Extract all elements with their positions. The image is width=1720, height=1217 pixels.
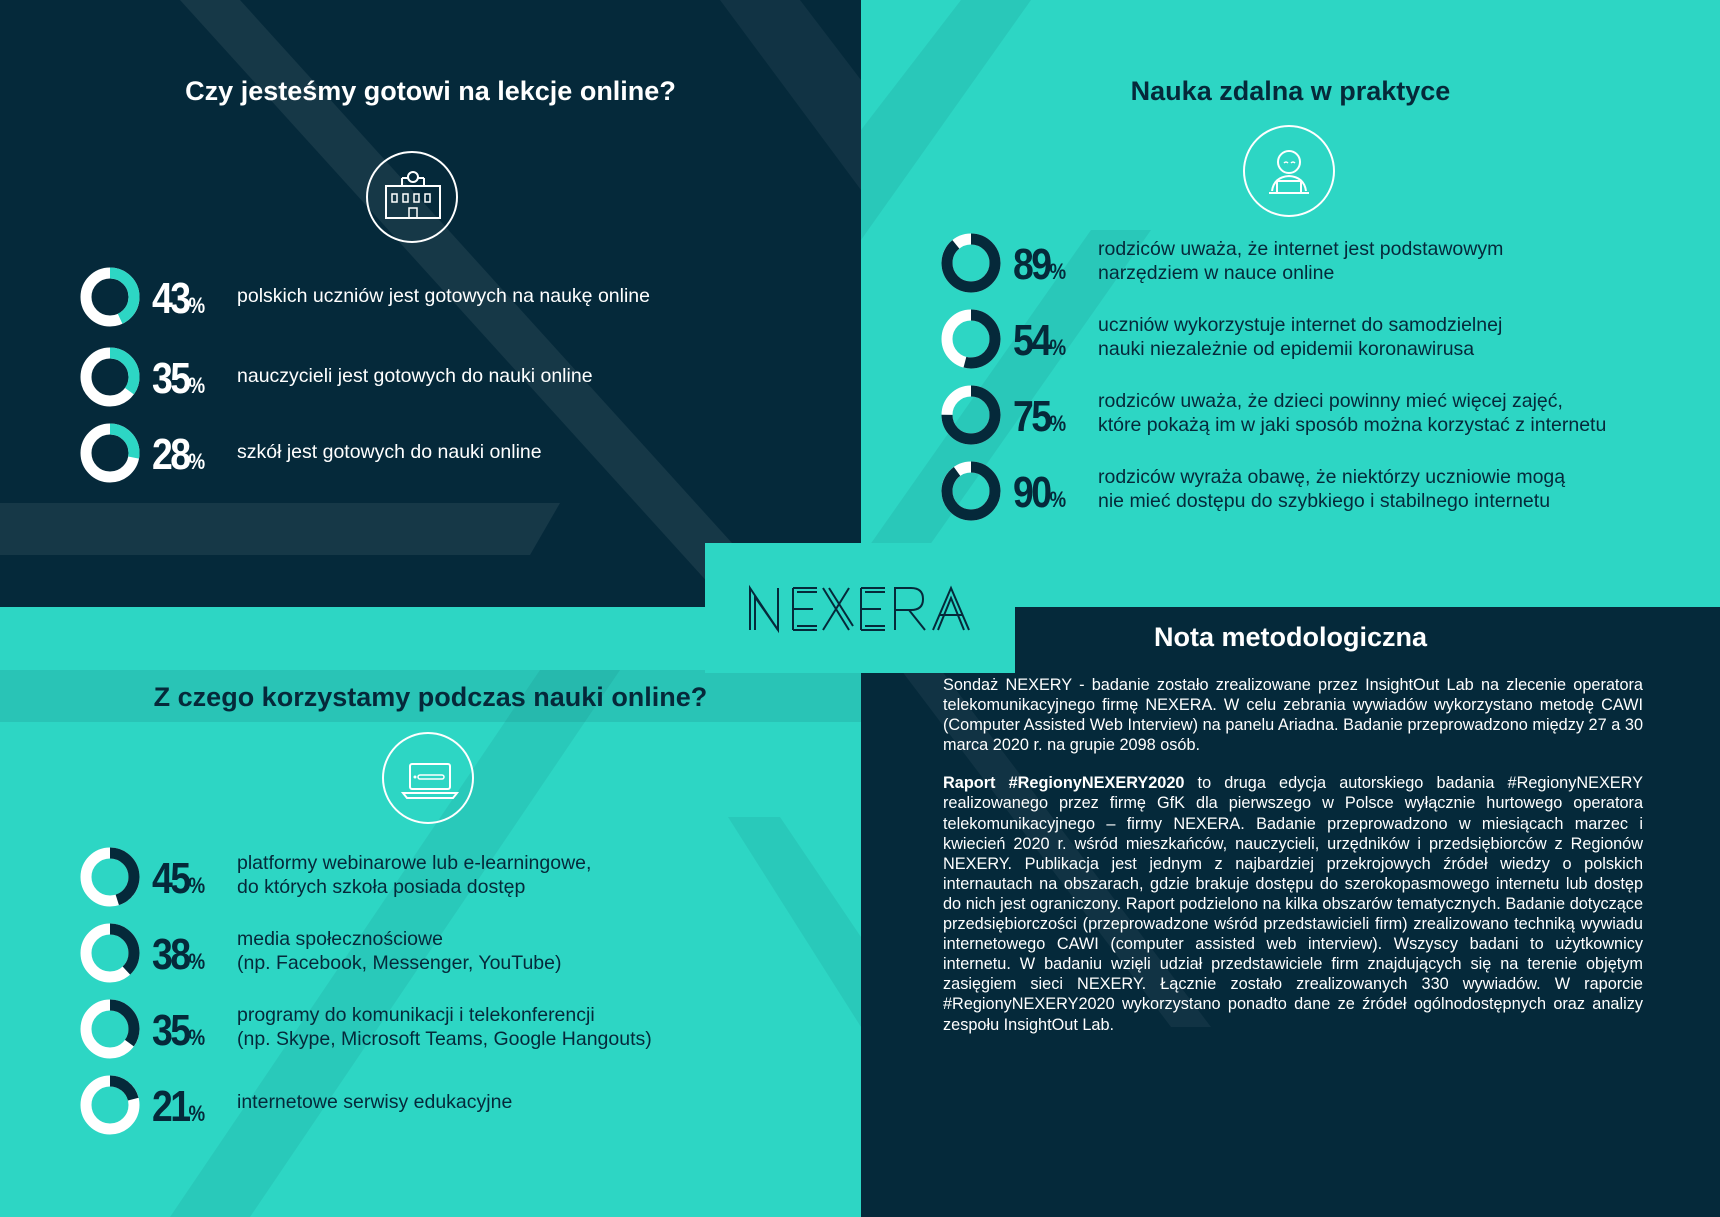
donut-chart — [80, 1075, 140, 1135]
stat-label: internetowe serwisy edukacyjne — [237, 1091, 513, 1113]
donut-value-arc — [947, 467, 995, 515]
donut-chart — [941, 461, 1001, 521]
stat-value: 35% — [152, 1006, 206, 1055]
donut-chart — [80, 999, 140, 1059]
stat-value: 35% — [152, 354, 206, 403]
stat-label: rodziców uważa, że dzieci powinny mieć więcej zajęć, które pokażą im w jaki sposób można korzystać z internetu — [1098, 390, 1607, 436]
section-title: Z czego korzystamy podczas nauki online? — [153, 682, 708, 712]
donut-chart — [941, 385, 1001, 445]
section-title: Nauka zdalna w praktyce — [1130, 76, 1451, 106]
donut-chart — [80, 423, 140, 483]
stat-row — [80, 1075, 860, 1139]
section-title: Czy jesteśmy gotowi na lekcje online? — [185, 76, 676, 106]
stat-row — [941, 385, 1720, 449]
stat-row — [80, 423, 780, 487]
stat-value: 45% — [152, 854, 206, 903]
stat-value: 75% — [1013, 392, 1067, 441]
donut-chart — [80, 923, 140, 983]
methodology-text — [943, 675, 1643, 1053]
section-title: Nota metodologiczna — [1153, 622, 1427, 652]
panel-readiness — [0, 0, 861, 607]
donut-chart — [80, 347, 140, 407]
stat-row — [80, 347, 780, 411]
stat-value: 21% — [152, 1082, 206, 1131]
donut-value-arc — [947, 239, 995, 287]
stat-label: rodziców wyraża obawę, że niektórzy uczniowie mogą nie mieć dostępu do szybkiego i stabilnego internetu — [1098, 466, 1566, 512]
donut-chart — [941, 233, 1001, 293]
school-building-icon — [366, 151, 458, 243]
stat-row — [941, 233, 1720, 297]
stat-label: szkół jest gotowych do nauki online — [237, 441, 542, 463]
laptop-icon — [382, 732, 474, 824]
logo-panel — [705, 543, 1015, 673]
report-name: Raport #RegionyNEXERY2020 — [943, 774, 1185, 793]
stat-label: uczniów wykorzystuje internet do samodzielnej nauki niezależnie od epidemii koronawirusa — [1098, 314, 1503, 360]
stat-label: nauczycieli jest gotowych do nauki online — [237, 365, 593, 387]
stat-value: 43% — [152, 274, 206, 323]
stat-row — [941, 309, 1720, 373]
stat-row — [80, 999, 860, 1063]
panel-tools — [0, 607, 861, 1217]
methodology-paragraph: Raport #RegionyNEXERY2020 to druga edycja autorskiego badania #RegionyNEXERY realizowanego przez firmę GfK dla pierwszego w Polsce wyłącznie hurtowego operatora telekomunikacyjnego – firmy NEXERA. Badanie przeprowadzono w miesiącach marzec i kwiecień 2020 r. wśród mieszkańców, nauczycieli, urzędników i przedsiębiorców z Regionów NEXERY. Publikacja jest jednym z najbardziej przekrojowych źródeł wiedzy o polskich internautach na obszarach, gdzie brakuje dostępu do szerokopasmowego internetu lub dostęp do nich jest ograniczony. Raport podzielono na kilka obszarów tematycznych. Badanie dotyczące przedsiębiorczości (przeprowadzone wśród przedstawicieli firm) zrealizowano techniką wywiadu internetowego CAWI (computer assisted web interview). Wszyscy badani to użytkownicy internetu. W badaniu wzięli udział przedstawiciele firm znajdujących się na terenie objętym zasięgiem sieci NEXERY. Łącznie zostało zrealizowanych 330 wywiadów. W raporcie #RegionyNEXERY2020 wykorzystano ponadto dane ze źródeł ogólnodostępnych oraz analizy zespołu InsightOut Lab. — [943, 774, 1643, 1034]
stat-row — [941, 461, 1720, 525]
donut-chart — [80, 267, 140, 327]
stat-row — [80, 267, 780, 331]
stat-value: 28% — [152, 430, 206, 479]
stat-label: platformy webinarowe lub e-learningowe, do których szkoła posiada dostęp — [237, 852, 592, 898]
stat-label: polskich uczniów jest gotowych na naukę online — [237, 285, 650, 307]
panel-methodology — [861, 607, 1720, 1217]
methodology-paragraph: Sondaż NEXERY - badanie zostało zrealizowane przez InsightOut Lab na zlecenie operatora telekomunikacyjnego firmę NEXERA. W celu zebrania wywiadów wykorzystano metodę CAWI (Computer Assisted Web Interview) na panelu Ariadna. Badanie przeprowadzono między 27 a 30 marca 2020 r. na grupie 2098 osób. — [943, 676, 1643, 755]
student-laptop-icon — [1243, 125, 1335, 217]
stat-label: programy do komunikacji i telekonferencji (np. Skype, Microsoft Teams, Google Hangouts) — [237, 1004, 652, 1050]
stat-row — [80, 847, 860, 911]
donut-chart — [941, 309, 1001, 369]
donut-chart — [80, 847, 140, 907]
stat-value: 89% — [1013, 240, 1067, 289]
stat-label: media społecznościowe (np. Facebook, Messenger, YouTube) — [237, 928, 562, 974]
stat-value: 90% — [1013, 468, 1067, 517]
stat-row — [80, 923, 860, 987]
stat-value: 38% — [152, 930, 206, 979]
stat-value: 54% — [1013, 316, 1067, 365]
stat-label: rodziców uważa, że internet jest podstawowym narzędziem w nauce online — [1098, 238, 1504, 284]
panel-remote-learning — [861, 0, 1720, 607]
logo-mark — [745, 583, 975, 635]
nexera-logo — [705, 583, 1015, 640]
